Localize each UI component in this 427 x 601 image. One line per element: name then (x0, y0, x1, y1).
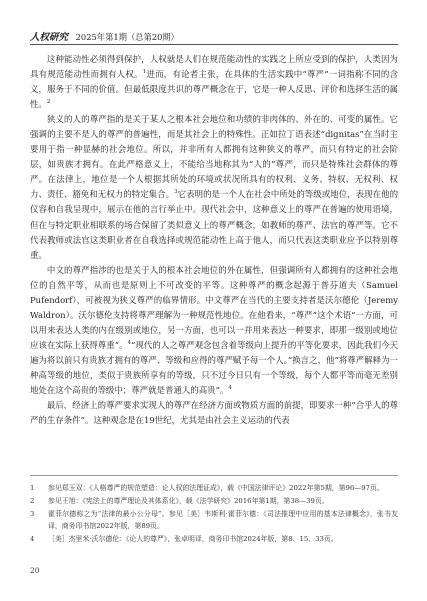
footnote-ref[interactable]: 1 (142, 69, 147, 76)
footnote-ref[interactable]: 4 (127, 340, 132, 347)
paragraph-text: 它表明的是一个人在社会中所处的等级或地位，表现在他的仪容和自我呈现中，展示在他的言行举止中。现代社会中，这种意义上的尊严在普遍的使用语境，但在与特定职业相联系的场合保留了类似意义上的尊严概念，如教师的尊严、法官的尊严等。它不代表教师或法官这类职业者在自我选择或规范能动性上高于他人，而只代表这类职业应予以特别尊重。 (30, 189, 399, 260)
issue-info: 2025年第1期（总第20期） (75, 32, 179, 42)
footnote-number: 2 (30, 496, 35, 505)
footnote-number: 1 (30, 484, 35, 492)
paragraph-text: 狭义的人的尊严指的是关于某人之根本社会地位和功绩的非肉体的、外在的、可变的属性。它强调的主要不是人的尊严的普遍性，而是其社会上的特殊性。正如拉丁语表述“dignitas”在当时主要用于指一种显赫的社会地位。所以，并非所有人都拥有这种狭义的尊严，而只有特定的社会阶层，如贵族才拥有。在此严格意义上，不能给当地称其为“人的”尊严，而只是特殊社会群体的尊严。在法律上，地位是一个人根据其所处的环境或状况所具有的权利、义务、特权、无权利、权力、责任、豁免和无权力的特定集合。 (30, 114, 398, 200)
paragraph (30, 112, 398, 262)
footnote-text: 参见郑玉双：《人格尊严的规范塑造：论人权的法理证成》，载《中国法律评论》2022年第5期，第96—97页。 (48, 484, 384, 492)
footnote-rule (30, 475, 398, 476)
paragraph-text: 这种能动性必须得到保护，人权就是人们在规范能动性的实践之上所应受到的保护，人类因为具有规范能动性而拥有人权。 (30, 54, 398, 80)
paragraph (30, 398, 398, 428)
paragraph (30, 52, 398, 112)
paragraph-text: 进而，有论者主张，在具体的生活实践中“尊严”一词指称不同的含义，服务于不同的价值。但最低限度共识的尊严概念在于，它是一种人反思、评价和选择生活的属性。 (30, 69, 399, 110)
footnote-number: 3 (30, 509, 35, 518)
footnote-ref[interactable]: 4 (228, 385, 232, 392)
paragraph-text: 中文的尊严指涉的也是关于人的根本社会地位的外在属性，但强调所有人都拥有的这种社会地位的自然平等，从而也是原则上不可改变的平等。这种尊严的概念起源于普芬道夫（Samuel Pufendorf），可被视为狭义尊严的临界情形。中文尊严在当代的主要支持者是沃尔德伦（Jeremy Waldron）。沃尔德伦支持将尊严理解为一种规范性地位。在他看来，“尊严”这个术语“一方面，可以用来表达人类的内在级别或地位，另一方面，也可以一并用来表达一种要求，即那一级别或地位应该在实际上获得尊重”。 (30, 264, 398, 350)
page-number: 20 (30, 566, 40, 575)
footnote (30, 495, 398, 507)
paragraph-text: 最后，经济上的尊严要求实现人的尊严在经济方面或物质方面的前提，即要求一种“合乎人的尊严的生存条件”。这种观念是在19世纪，尤其是由社会主义运动的代表 (30, 400, 398, 426)
footnote-text: ［美］杰里米·沃尔德伦：《论人的尊严》，张卓明译，商务印书馆2024年版，第8、15、33页。 (48, 534, 338, 543)
header-rule (30, 44, 398, 45)
footnote (30, 482, 398, 494)
body-text (30, 52, 398, 428)
journal-name: 人权研究 (30, 32, 69, 43)
footnote-text: 参见王旭：《宪法上的尊严理论及其体系化》，载《法学研究》2016年第1期，第38—39页。 (48, 496, 329, 505)
running-header (30, 29, 179, 43)
footnote-text: 霍菲尔德称之为“法律的最小公分母”。参见［美］韦斯利·霍菲尔德：《司法推理中应用的基本法律概念》，张书友译，商务印书馆2022年版，第89页。 (48, 509, 398, 530)
footnote (30, 533, 398, 545)
footnotes (30, 482, 398, 545)
footnote-ref[interactable]: 3 (174, 189, 178, 196)
footnote (30, 508, 398, 533)
footnote-number: 4 (30, 534, 35, 543)
footnote-ref[interactable]: 2 (46, 99, 51, 106)
paragraph-text: “现代的人之尊严观念包含着等级向上提升的平等化要求，因此我们今天遍为将以前只有贵族才拥有的尊严、等级和应得的尊严赋予每一个人。”换言之，他“将尊严解释为一种高等级的地位，类似于贵族所享有的等级，只不过今日只有一个等级，每个人都平等而毫无差别地处在这个高贵的等级中；尊严就是普通人的高贵”。 (30, 339, 399, 396)
paragraph (30, 263, 398, 398)
